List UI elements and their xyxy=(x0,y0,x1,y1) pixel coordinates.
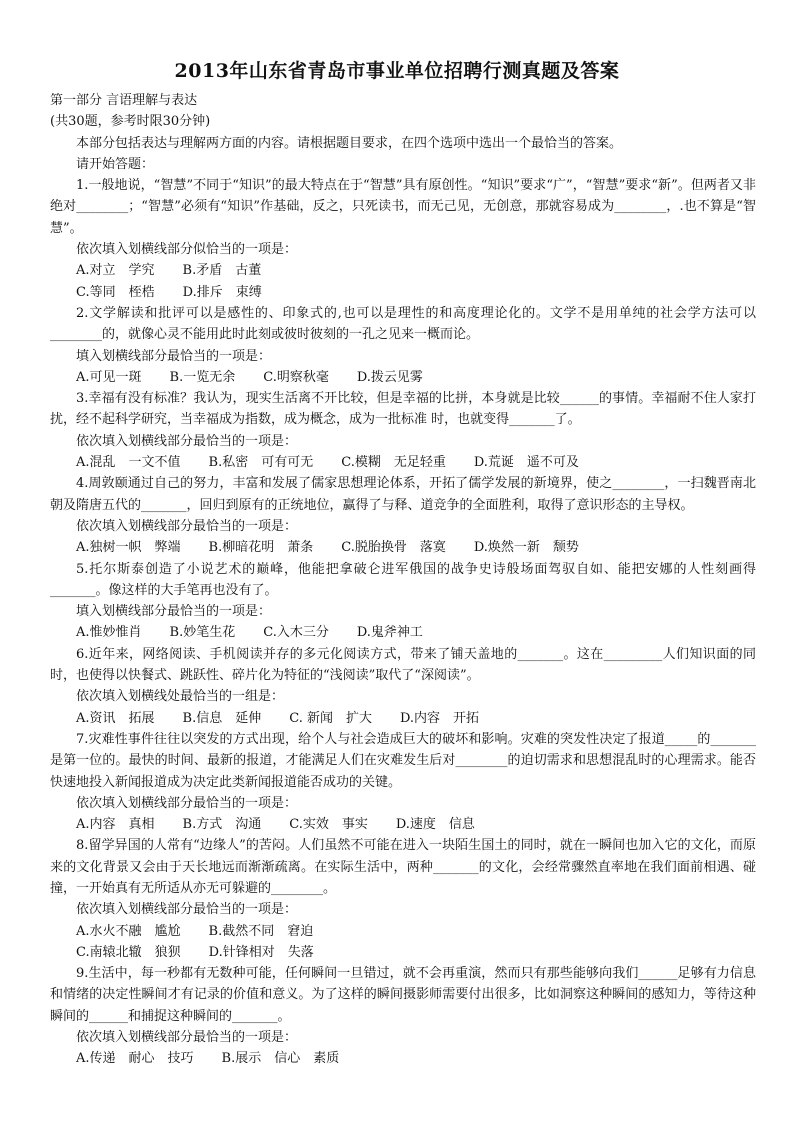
question-prompt: 依次填入划横线处最恰当的一组是： xyxy=(76,689,285,705)
option-a: A.水火不融 尴尬 xyxy=(76,923,181,939)
question-text: 2.文学解读和批评可以是感性的、印象式的,也可以是理性的和高度理论化的。文学不是用单纯的社会学方法可以________的，就像心灵不能用此时此刻或彼时彼刻的一孔之见来一概而论。 xyxy=(50,305,756,343)
option-a: A.可见一斑 xyxy=(76,369,142,385)
option-c: C.等同 桎梏 xyxy=(76,284,155,300)
option-a: A.对立 学究 xyxy=(76,263,155,279)
answer-options xyxy=(50,814,756,835)
option-d: D.内容 开拓 xyxy=(399,710,480,726)
question-text: 7.灾难性事件往往以突发的方式出现，给个人与社会造成巨大的破坏和影响。灾难的突发性决定了报道_____的_______是第一位的。最快的时间、最新的报道，才能满足人们在灾难发生后对________的迫切需求和思想混乱时的心理需求。能否快速地投入新闻报道成为决定此类新闻报道能否成功的关键。 xyxy=(50,731,756,790)
option-d: D.速度 信息 xyxy=(395,817,475,833)
option-b: B.截然不同 窘迫 xyxy=(208,923,314,939)
question-prompt: 依次填入划横线部分最恰当的一项是： xyxy=(76,1030,298,1046)
option-b: B.妙笔生花 xyxy=(169,625,236,641)
option-d: D.鬼斧神工 xyxy=(356,625,423,641)
option-c: C.南辕北辙 狼狈 xyxy=(76,944,181,960)
option-d: D.荒诞 遥不可及 xyxy=(473,455,579,471)
option-d: D.焕然一新 颓势 xyxy=(473,540,579,556)
page-title: 2013年山东省青岛市事业单位招聘行测真题及答案 xyxy=(174,60,620,82)
question-text: 1.一般地说，“智慧”不同于“知识”的最大特点在于“智慧”具有原创性。“知识”要求“广”，“智慧”要求“新”。但两者又非绝对________；“智慧”必须有“知识”作基础，反之，只死读书，而无己见，无创意，那就容易成为________，.也不算是“智慧”。 xyxy=(50,178,756,236)
question-prompt: 依次填入划横线部分似恰当的一项是： xyxy=(76,242,298,258)
document-body xyxy=(50,90,756,1070)
option-d: D.排斥 束缚 xyxy=(182,284,262,300)
question-prompt: 依次填入划横线部分最恰当的一项是： xyxy=(76,518,298,534)
option-c: C.入木三分 xyxy=(263,625,329,641)
answer-options xyxy=(50,282,756,303)
question-prompt: 填入划横线部分最恰当的一项是： xyxy=(76,604,272,620)
answer-options xyxy=(50,942,756,963)
option-a: A.资讯 拓展 xyxy=(76,710,155,726)
option-a: A.混乱 一文不值 xyxy=(76,455,181,471)
option-c: C. 新闻 扩大 xyxy=(289,710,372,726)
question-text: 3.幸福有没有标准？我认为，现实生活离不开比较，但是幸福的比拼，本身就是比较______的事情。幸福耐不住人家打扰，经不起科学研究，当幸福成为指数，成为概念，成为一批标准 时，也就变得_______了。 xyxy=(50,391,756,428)
answer-options xyxy=(50,921,756,942)
question-text: 8.留学异国的人常有“边缘人”的苦闷。人们虽然不可能在进入一块陌生国土的同时，就在一瞬间也加入它的文化，而原来的文化背景又会由于天长地远而渐渐疏离。在实际生活中，两种_______的文化，会经常骤然直率地在我们面前相遇、碰撞，一开始真有无所适从亦无可躲避的________。 xyxy=(50,838,756,896)
option-a: A.传递 耐心 技巧 xyxy=(76,1051,194,1067)
answer-options xyxy=(50,622,756,643)
question-text: 9.生活中，每一秒都有无数种可能，任何瞬间一旦错过，就不会再重演，然而只有那些能够向我们______足够有力信息和情绪的决定性瞬间才有记录的价值和意义。为了这样的瞬间摄影师需要付出很多，比如洞察这种瞬间的感知力，等待这种瞬间的______和捕捉这种瞬间的_______。 xyxy=(50,966,756,1024)
option-b: B.信息 延伸 xyxy=(182,710,262,726)
option-b: B.柳暗花明 萧条 xyxy=(208,540,314,556)
option-c: C.明察秋毫 xyxy=(263,369,329,385)
option-c: C.实效 事实 xyxy=(289,817,368,833)
question-prompt: 依次填入划横线部分最恰当的一项是： xyxy=(76,433,298,449)
answer-options xyxy=(50,537,756,558)
question-prompt: 依次填入划横线部分最恰当的一项是： xyxy=(76,795,298,811)
start-prompt: 请开始答题： xyxy=(76,156,155,172)
option-c: C.模糊 无足轻重 xyxy=(341,455,446,471)
option-a: A.惟妙惟肖 xyxy=(76,625,142,641)
answer-options xyxy=(50,260,756,281)
option-c: C.脱胎换骨 落寞 xyxy=(341,540,446,556)
option-b: B.方式 沟通 xyxy=(182,817,262,833)
option-a: A.独树一帜 弊端 xyxy=(76,540,181,556)
option-b: B.矛盾 古董 xyxy=(182,263,262,279)
section-heading: 第一部分 言语理解与表达 xyxy=(50,93,198,108)
section-intro: 本部分包括表达与理解两方面的内容。请根据题目要求，在四个选项中选出一个最恰当的答案。 xyxy=(76,135,623,151)
option-b: B.私密 可有可无 xyxy=(208,455,314,471)
answer-options xyxy=(50,452,756,473)
question-prompt: 填入划横线部分最恰当的一项是： xyxy=(76,348,272,364)
question-text: 4.周敦颐通过自己的努力，丰富和发展了儒家思想理论体系，开拓了儒学发展的新境界，使之________，一扫魏晋南北朝及隋唐五代的_______，回归到原有的正统地位，赢得了与释、道竞争的全面胜利，取得了意识形态的主导权。 xyxy=(50,476,756,513)
section-note: (共30题，参考时限30分钟) xyxy=(50,114,211,130)
option-b: B.展示 信心 素质 xyxy=(221,1051,340,1067)
option-d: D.拨云见雾 xyxy=(356,369,423,385)
question-text: 5.托尔斯泰创造了小说艺术的巅峰，他能把拿破仑进军俄国的战争史诗般场面驾驭自如、能把安娜的人性刻画得_______。像这样的大手笔再也没有了。 xyxy=(50,561,756,598)
option-d: D.针锋相对 失落 xyxy=(208,944,314,960)
answer-options xyxy=(50,367,756,388)
answer-options xyxy=(50,1048,756,1069)
option-a: A.内容 真相 xyxy=(76,817,155,833)
question-text: 6.近年来，网络阅读、手机阅读并存的多元化阅读方式，带来了铺天盖地的_______。这在_________人们知识面的同时，也使得以快餐式、跳跃性、碎片化为特征的“浅阅读”取代了“深阅读”。 xyxy=(50,646,756,684)
answer-options xyxy=(50,708,756,729)
option-b: B.一览无余 xyxy=(169,369,236,385)
question-prompt: 依次填入划横线部分最恰当的一项是： xyxy=(76,902,298,918)
